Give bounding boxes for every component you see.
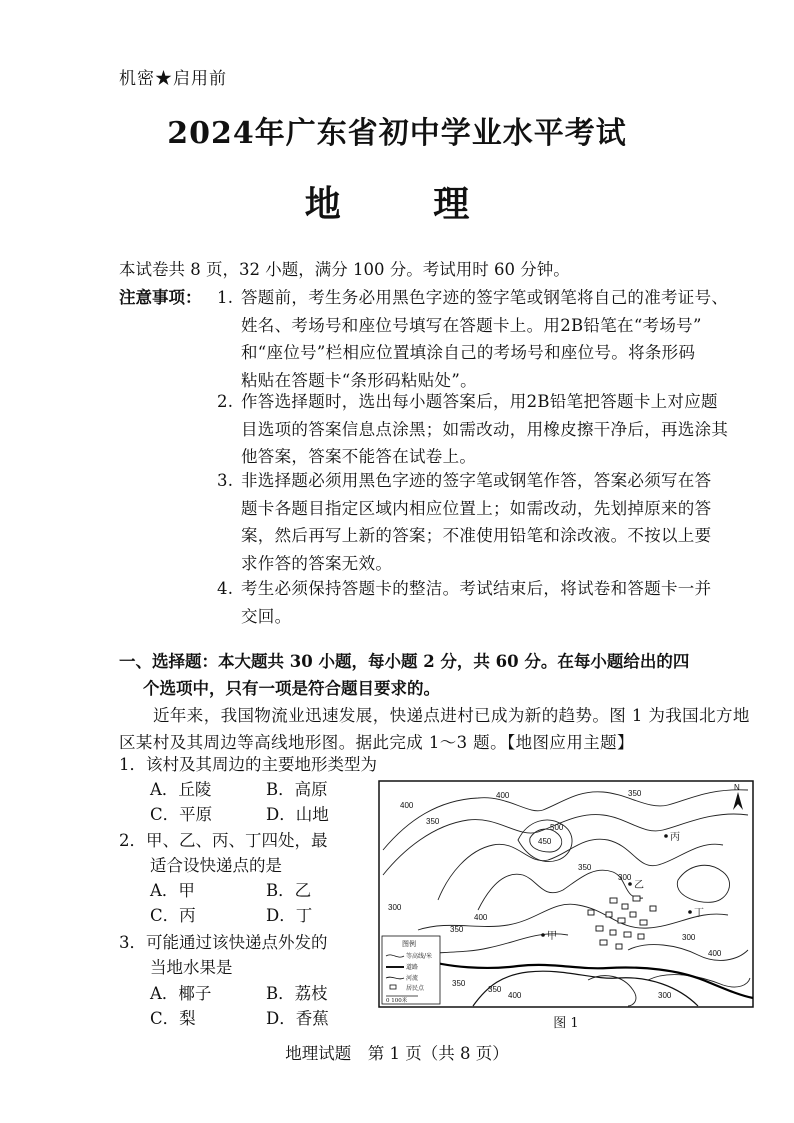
contour-label: 300 — [388, 903, 402, 912]
contour-label: 350 — [578, 863, 592, 872]
contour-label: 300 — [658, 991, 672, 1000]
contour-label: 350 — [488, 985, 502, 994]
place-dot — [688, 910, 692, 914]
note-line: 案，然后再写上新的答案；不准使用铅笔和涂改液。不按以上要 — [241, 526, 712, 545]
note-line: 和“座位号”栏相应位置填涂自己的考场号和座位号。将条形码 — [241, 343, 696, 362]
note-line: 粘贴在答题卡“条形码粘贴处”。 — [241, 370, 477, 390]
note-line: 考生必须保持答题卡的整洁。考试结束后，将试卷和答题卡一并 — [241, 579, 712, 598]
answer-option: B．高原 — [266, 780, 328, 799]
note-item — [217, 388, 777, 472]
question-stem: 1．该村及其周边的主要地形类型为 — [119, 755, 377, 774]
figure-caption: 图 1 — [553, 1016, 579, 1031]
section-heading — [119, 648, 759, 702]
note-line: 姓名、考场号和座位号填写在答题卡上。用2B铅笔在“考场号” — [241, 315, 702, 335]
note-item — [217, 467, 777, 579]
note-line: 目选项的答案信息点涂黑；如需改动，用橡皮擦干净后，再选涂其 — [241, 419, 729, 439]
exam-intro: 本试卷共 8 页，32 小题，满分 100 分。考试用时 60 分钟。 — [119, 260, 570, 279]
note-number: 1. — [217, 288, 234, 307]
answer-option: C．梨 — [150, 1009, 196, 1028]
legend-item: 河流 — [406, 975, 419, 982]
note-item — [217, 284, 777, 396]
note-number: 3. — [217, 471, 234, 490]
notes-heading: 注意事项： — [119, 288, 202, 307]
answer-option: D．香蕉 — [266, 1009, 329, 1028]
note-line: 非选择题必须用黑色字迹的签字笔或钢笔作答，答案必须写在答 — [241, 471, 712, 490]
note-line: 题卡各题目指定区域内相应位置上；如需改动，先划掉原来的答 — [241, 498, 712, 518]
question-stem: 3．可能通过该快递点外发的 — [119, 933, 328, 952]
contour-label: 400 — [474, 913, 488, 922]
secret-mark: 机密★启用前 — [119, 69, 227, 89]
legend-scale: 0 100米 — [386, 998, 408, 1004]
answer-option: A．椰子 — [150, 984, 212, 1003]
north-label: N — [734, 783, 740, 792]
place-label-jia: 甲 — [547, 931, 557, 942]
place-label-yi: 乙 — [634, 880, 644, 891]
page-footer: 地理试题 第 1 页（共 8 页） — [285, 1044, 509, 1063]
answer-option: D．丁 — [266, 906, 313, 925]
legend-item: 等高线/米 — [406, 953, 433, 960]
contour-label: 350 — [450, 925, 464, 934]
place-dot — [664, 834, 668, 838]
answer-option: A．甲 — [150, 881, 195, 900]
contour-label: 400 — [508, 991, 522, 1000]
contour-label: 300 — [682, 933, 696, 942]
contour-map — [378, 780, 754, 1008]
answer-option: B．荔枝 — [266, 984, 328, 1003]
contour-label: 400 — [496, 791, 510, 800]
contour-label: 350 — [426, 817, 440, 826]
note-line: 交回。 — [241, 606, 292, 626]
note-item — [217, 575, 777, 631]
note-number: 4. — [217, 579, 234, 598]
answer-option: D．山地 — [266, 805, 329, 824]
note-line: 他答案，答案不能答在试卷上。 — [241, 447, 477, 466]
place-label-bing: 丙 — [670, 832, 680, 843]
legend-title: 图例 — [402, 940, 416, 948]
contour-label: 350 — [628, 789, 642, 798]
contour-label: 350 — [452, 979, 466, 988]
answer-option: A．丘陵 — [150, 780, 212, 799]
note-line: 作答选择题时，选出每小题答案后，用2B铅笔把答题卡上对应题 — [241, 392, 718, 411]
place-label-ding: 丁 — [694, 908, 704, 919]
contour-label: 450 — [538, 837, 552, 846]
note-line: 答题前，考生务必用黑色字迹的签字笔或钢笔将自己的准考证号、 — [241, 288, 729, 307]
note-number: 2. — [217, 392, 234, 411]
legend-item: 道路 — [406, 964, 419, 971]
place-dot — [541, 933, 545, 937]
legend-item: 居民点 — [406, 985, 425, 992]
note-line: 求作答的答案无效。 — [241, 553, 393, 573]
contour-map-svg — [378, 780, 754, 1008]
section-line: 个选项中，只有一项是符合题目要求的。 — [143, 679, 440, 698]
place-dot — [628, 882, 632, 886]
answer-option: C．丙 — [150, 906, 196, 925]
map-legend — [382, 936, 440, 1004]
question-stem: 2．甲、乙、丙、丁四处，最 — [119, 831, 328, 850]
answer-option: C．平原 — [150, 805, 213, 824]
question-stem: 适合设快递点的是 — [150, 856, 282, 875]
answer-option: B．乙 — [266, 881, 312, 900]
contour-label: 500 — [550, 823, 564, 832]
subject-title: 地 理 — [304, 183, 510, 225]
section-line: 一、选择题：本大题共 30 小题，每小题 2 分，共 60 分。在每小题给出的四 — [119, 652, 690, 671]
contour-label: 400 — [708, 949, 722, 958]
question-passage: 近年来，我国物流业迅速发展，快递点进村已成为新的趋势。图 1 为我国北方地区某村及其周边等高线地形图。据此完成 1～3 题。【地图应用主题】 — [119, 706, 750, 752]
contour-label: 400 — [400, 801, 414, 810]
exam-title: 2024年广东省初中学业水平考试 — [167, 116, 627, 151]
contour-label: 300 — [618, 873, 632, 882]
question-stem: 当地水果是 — [150, 958, 233, 977]
